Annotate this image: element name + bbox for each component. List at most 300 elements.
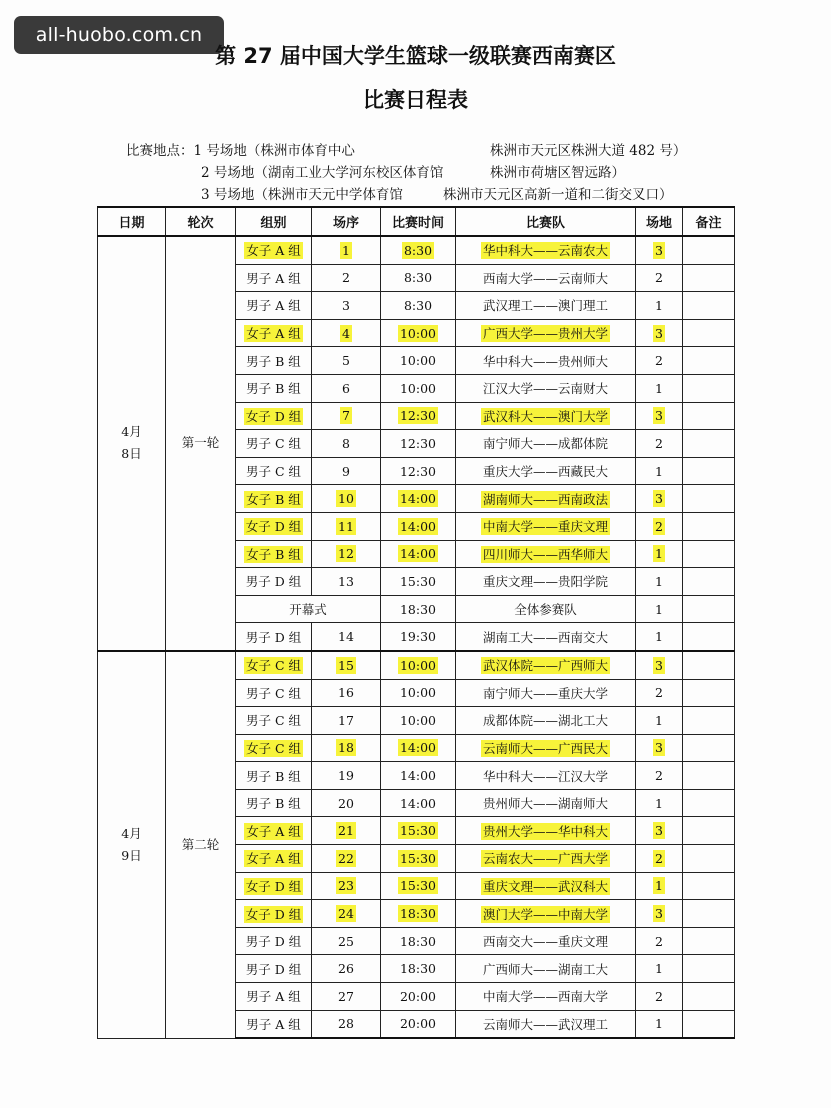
venue-cell-text: 3 bbox=[655, 408, 663, 424]
teams-cell bbox=[456, 540, 636, 568]
group-cell bbox=[236, 845, 312, 873]
teams-cell bbox=[456, 568, 636, 596]
round-cell-text: 第一轮 bbox=[181, 435, 220, 451]
teams-cell bbox=[456, 402, 636, 430]
venue-cell bbox=[636, 457, 683, 485]
time-cell-text: 15:30 bbox=[399, 850, 437, 866]
teams-cell-text: 重庆文理——贵阳学院 bbox=[482, 574, 608, 590]
group-cell-text: 男子 B 组 bbox=[246, 796, 301, 812]
seq-cell-text: 10 bbox=[338, 491, 354, 507]
time-cell-text: 18:30 bbox=[399, 933, 437, 949]
teams-cell-text: 湖南师大——西南政法 bbox=[482, 491, 608, 507]
seq-cell bbox=[312, 817, 381, 845]
remarks-cell bbox=[683, 236, 735, 264]
teams-cell bbox=[456, 512, 636, 540]
remarks-cell bbox=[683, 595, 735, 623]
date-cell bbox=[98, 651, 166, 1038]
group-cell bbox=[236, 762, 312, 790]
venue-cell bbox=[636, 789, 683, 817]
teams-cell-text: 南宁师大——重庆大学 bbox=[482, 685, 608, 701]
schedule-table bbox=[97, 206, 735, 1039]
seq-cell-text: 20 bbox=[338, 795, 354, 811]
seq-cell bbox=[312, 845, 381, 873]
date-month: 4月 bbox=[121, 825, 142, 841]
venue-cell-text: 1 bbox=[655, 629, 663, 645]
remarks-cell bbox=[683, 374, 735, 402]
remarks-cell bbox=[683, 651, 735, 679]
group-cell bbox=[236, 983, 312, 1011]
venue-cell bbox=[636, 623, 683, 651]
time-cell-text: 10:00 bbox=[399, 325, 437, 341]
teams-cell-text: 西南大学——云南师大 bbox=[482, 270, 608, 286]
teams-cell bbox=[456, 292, 636, 320]
group-cell bbox=[236, 512, 312, 540]
seq-cell-text: 28 bbox=[338, 1016, 354, 1032]
time-cell bbox=[381, 457, 456, 485]
header-date: 日期 bbox=[98, 207, 166, 236]
seq-cell bbox=[312, 568, 381, 596]
venue-cell bbox=[636, 734, 683, 762]
header-round: 轮次 bbox=[166, 207, 236, 236]
time-cell bbox=[381, 817, 456, 845]
time-cell-text: 14:00 bbox=[399, 768, 437, 784]
group-cell bbox=[236, 236, 312, 264]
venue-cell bbox=[636, 872, 683, 900]
seq-cell bbox=[312, 319, 381, 347]
venue-cell bbox=[636, 264, 683, 292]
teams-cell-text: 南宁师大——成都体院 bbox=[482, 436, 608, 452]
time-cell bbox=[381, 540, 456, 568]
seq-cell-text: 2 bbox=[342, 270, 350, 286]
time-cell-text: 10:00 bbox=[399, 380, 437, 396]
time-cell-text: 10:00 bbox=[399, 657, 437, 673]
time-cell bbox=[381, 900, 456, 928]
time-cell-text: 12:30 bbox=[399, 463, 437, 479]
group-cell-text: 男子 A 组 bbox=[246, 989, 301, 1005]
time-cell bbox=[381, 430, 456, 458]
time-cell-text: 14:00 bbox=[399, 546, 437, 562]
seq-cell bbox=[312, 374, 381, 402]
time-cell-text: 10:00 bbox=[399, 353, 437, 369]
time-cell bbox=[381, 512, 456, 540]
venue-line-3: 3 号场地（株洲市天元中学体育馆 bbox=[201, 187, 403, 203]
teams-cell-text: 广西大学——贵州大学 bbox=[482, 326, 608, 342]
group-cell-text: 女子 D 组 bbox=[245, 878, 302, 894]
venue-cell bbox=[636, 1010, 683, 1038]
seq-cell bbox=[312, 292, 381, 320]
seq-cell bbox=[312, 927, 381, 955]
header-teams: 比赛队 bbox=[456, 207, 636, 236]
venue-cell-text: 1 bbox=[655, 573, 663, 589]
teams-cell bbox=[456, 457, 636, 485]
group-cell-text: 男子 D 组 bbox=[245, 961, 302, 977]
opening-ceremony-cell bbox=[236, 595, 381, 623]
group-cell-text: 女子 A 组 bbox=[246, 243, 301, 259]
teams-cell bbox=[456, 734, 636, 762]
venue-cell-text: 2 bbox=[655, 850, 663, 866]
remarks-cell bbox=[683, 430, 735, 458]
seq-cell bbox=[312, 430, 381, 458]
group-cell-text: 女子 D 组 bbox=[245, 906, 302, 922]
time-cell bbox=[381, 1010, 456, 1038]
group-cell bbox=[236, 789, 312, 817]
group-cell-text: 女子 C 组 bbox=[245, 740, 301, 756]
teams-cell bbox=[456, 955, 636, 983]
teams-cell-text: 重庆文理——武汉科大 bbox=[482, 878, 608, 894]
venue-cell-text: 2 bbox=[655, 270, 663, 286]
venue-line-2: 2 号场地（湖南工业大学河东校区体育馆 bbox=[201, 165, 444, 181]
seq-cell bbox=[312, 347, 381, 375]
group-cell-text: 男子 C 组 bbox=[245, 464, 301, 480]
venue-label: 1 号场地（株洲市体育中心 bbox=[193, 143, 355, 159]
group-cell bbox=[236, 734, 312, 762]
group-cell bbox=[236, 679, 312, 707]
seq-cell bbox=[312, 540, 381, 568]
seq-cell bbox=[312, 1010, 381, 1038]
venue-cell bbox=[636, 817, 683, 845]
teams-cell bbox=[456, 900, 636, 928]
time-cell-text: 10:00 bbox=[399, 712, 437, 728]
group-cell-text: 女子 B 组 bbox=[246, 491, 301, 507]
group-cell-text: 男子 D 组 bbox=[245, 574, 302, 590]
teams-cell-text: 广西师大——湖南工大 bbox=[482, 961, 608, 977]
group-cell bbox=[236, 651, 312, 679]
round-cell bbox=[166, 651, 236, 1038]
seq-cell bbox=[312, 789, 381, 817]
teams-cell-text: 西南交大——重庆文理 bbox=[482, 934, 608, 950]
seq-cell bbox=[312, 955, 381, 983]
teams-cell-text: 澳门大学——中南大学 bbox=[482, 906, 608, 922]
seq-cell-text: 14 bbox=[338, 629, 354, 645]
venue-cell-text: 3 bbox=[655, 325, 663, 341]
remarks-cell bbox=[683, 762, 735, 790]
teams-cell bbox=[456, 845, 636, 873]
venue-cell bbox=[636, 707, 683, 735]
seq-cell-text: 13 bbox=[338, 573, 354, 589]
teams-cell-text: 江汉大学——云南财大 bbox=[482, 381, 608, 397]
remarks-cell bbox=[683, 512, 735, 540]
teams-cell bbox=[456, 264, 636, 292]
teams-cell bbox=[456, 927, 636, 955]
venue-cell bbox=[636, 983, 683, 1011]
venue-cell-text: 2 bbox=[655, 435, 663, 451]
group-cell bbox=[236, 872, 312, 900]
teams-cell-text: 华中科大——贵州师大 bbox=[482, 353, 608, 369]
venue-cell-text: 1 bbox=[655, 878, 663, 894]
venue-cell-text: 1 bbox=[655, 795, 663, 811]
time-cell bbox=[381, 927, 456, 955]
remarks-cell bbox=[683, 734, 735, 762]
venue-cell-text: 1 bbox=[655, 546, 663, 562]
group-cell-text: 女子 A 组 bbox=[246, 326, 301, 342]
time-cell-text: 14:00 bbox=[399, 795, 437, 811]
time-cell bbox=[381, 402, 456, 430]
seq-cell bbox=[312, 623, 381, 651]
seq-cell bbox=[312, 651, 381, 679]
remarks-cell bbox=[683, 872, 735, 900]
remarks-cell bbox=[683, 679, 735, 707]
table-row bbox=[98, 651, 735, 679]
remarks-cell bbox=[683, 568, 735, 596]
group-cell bbox=[236, 292, 312, 320]
teams-cell bbox=[456, 347, 636, 375]
time-cell bbox=[381, 983, 456, 1011]
time-cell-text: 12:30 bbox=[399, 435, 437, 451]
time-cell bbox=[381, 292, 456, 320]
time-cell bbox=[381, 651, 456, 679]
venue-cell bbox=[636, 402, 683, 430]
time-cell bbox=[381, 845, 456, 873]
teams-cell bbox=[456, 983, 636, 1011]
group-cell bbox=[236, 817, 312, 845]
seq-cell bbox=[312, 457, 381, 485]
group-cell bbox=[236, 900, 312, 928]
venue-cell bbox=[636, 595, 683, 623]
teams-cell bbox=[456, 430, 636, 458]
group-cell bbox=[236, 1010, 312, 1038]
group-cell-text: 女子 D 组 bbox=[245, 519, 302, 535]
remarks-cell bbox=[683, 983, 735, 1011]
venue-cell bbox=[636, 374, 683, 402]
venue-cell-text: 3 bbox=[655, 657, 663, 673]
group-cell-text: 男子 C 组 bbox=[245, 685, 301, 701]
opening-ceremony-cell-text: 开幕式 bbox=[289, 602, 327, 618]
seq-cell-text: 23 bbox=[338, 878, 354, 894]
time-cell-text: 12:30 bbox=[399, 408, 437, 424]
time-cell bbox=[381, 485, 456, 513]
time-cell bbox=[381, 374, 456, 402]
group-cell-text: 女子 B 组 bbox=[246, 546, 301, 562]
venue-address-2: 株洲市荷塘区智远路） bbox=[490, 165, 625, 181]
teams-cell-text: 贵州大学——华中科大 bbox=[482, 823, 608, 839]
venue-cell-text: 1 bbox=[655, 1016, 663, 1032]
group-cell-text: 女子 C 组 bbox=[245, 658, 301, 674]
group-cell bbox=[236, 347, 312, 375]
venue-cell-text: 1 bbox=[655, 297, 663, 313]
venue-address-3: 株洲市天元区高新一道和二街交叉口） bbox=[443, 187, 673, 203]
time-cell-text: 18:30 bbox=[399, 601, 437, 617]
remarks-cell bbox=[683, 1010, 735, 1038]
time-cell-text: 8:30 bbox=[403, 297, 433, 313]
seq-cell-text: 18 bbox=[338, 740, 354, 756]
seq-cell-text: 19 bbox=[338, 768, 354, 784]
time-cell bbox=[381, 568, 456, 596]
time-cell bbox=[381, 955, 456, 983]
page-subtitle: 比赛日程表 bbox=[363, 88, 468, 112]
teams-cell-text: 华中科大——云南农大 bbox=[482, 243, 608, 259]
venue-cell bbox=[636, 236, 683, 264]
venue-cell bbox=[636, 540, 683, 568]
teams-cell bbox=[456, 872, 636, 900]
time-cell bbox=[381, 236, 456, 264]
group-cell bbox=[236, 540, 312, 568]
venue-cell bbox=[636, 845, 683, 873]
header-remarks: 备注 bbox=[683, 207, 735, 236]
venue-cell bbox=[636, 430, 683, 458]
remarks-cell bbox=[683, 264, 735, 292]
teams-cell-text: 重庆大学——西藏民大 bbox=[482, 464, 608, 480]
time-cell-text: 14:00 bbox=[399, 518, 437, 534]
teams-cell-text: 武汉科大——澳门大学 bbox=[482, 408, 608, 424]
seq-cell bbox=[312, 679, 381, 707]
teams-cell bbox=[456, 679, 636, 707]
time-cell bbox=[381, 679, 456, 707]
teams-cell-text: 中南大学——重庆文理 bbox=[482, 519, 608, 535]
seq-cell-text: 12 bbox=[338, 546, 354, 562]
remarks-cell bbox=[683, 485, 735, 513]
round-cell bbox=[166, 236, 236, 651]
table-header-row bbox=[98, 207, 735, 236]
venue-cell bbox=[636, 651, 683, 679]
seq-cell bbox=[312, 512, 381, 540]
date-cell bbox=[98, 236, 166, 651]
venue-cell-text: 3 bbox=[655, 823, 663, 839]
venue-prefix: 比赛地点： bbox=[126, 143, 194, 159]
time-cell bbox=[381, 319, 456, 347]
seq-cell-text: 21 bbox=[338, 823, 354, 839]
time-cell-text: 19:30 bbox=[399, 629, 437, 645]
seq-cell bbox=[312, 734, 381, 762]
header-group: 组别 bbox=[236, 207, 312, 236]
venue-cell bbox=[636, 347, 683, 375]
venue-cell-text: 2 bbox=[655, 768, 663, 784]
group-cell bbox=[236, 264, 312, 292]
teams-cell bbox=[456, 762, 636, 790]
group-cell-text: 男子 A 组 bbox=[246, 298, 301, 314]
time-cell bbox=[381, 789, 456, 817]
teams-cell-text: 云南师大——广西民大 bbox=[482, 740, 608, 756]
remarks-cell bbox=[683, 319, 735, 347]
seq-cell-text: 24 bbox=[338, 906, 354, 922]
seq-cell-text: 3 bbox=[342, 297, 350, 313]
time-cell-text: 14:00 bbox=[399, 740, 437, 756]
teams-cell bbox=[456, 236, 636, 264]
venue-cell bbox=[636, 512, 683, 540]
group-cell-text: 男子 B 组 bbox=[246, 768, 301, 784]
venue-cell-text: 1 bbox=[655, 601, 663, 617]
seq-cell-text: 16 bbox=[338, 685, 354, 701]
remarks-cell bbox=[683, 789, 735, 817]
venue-cell bbox=[636, 900, 683, 928]
teams-cell-text: 华中科大——江汉大学 bbox=[482, 768, 608, 784]
group-cell bbox=[236, 707, 312, 735]
venue-cell-text: 2 bbox=[655, 933, 663, 949]
teams-cell-text: 中南大学——西南大学 bbox=[482, 989, 608, 1005]
venue-cell-text: 1 bbox=[655, 380, 663, 396]
teams-cell bbox=[456, 651, 636, 679]
round-cell-text: 第二轮 bbox=[181, 836, 220, 852]
teams-cell bbox=[456, 623, 636, 651]
group-cell bbox=[236, 485, 312, 513]
seq-cell-text: 26 bbox=[338, 961, 354, 977]
venue-cell-text: 1 bbox=[655, 961, 663, 977]
venue-cell-text: 2 bbox=[655, 353, 663, 369]
teams-cell-text: 全体参赛队 bbox=[514, 602, 577, 618]
group-cell bbox=[236, 955, 312, 983]
time-cell-text: 10:00 bbox=[399, 685, 437, 701]
table-row bbox=[98, 236, 735, 264]
teams-cell-text: 云南师大——武汉理工 bbox=[482, 1016, 608, 1032]
venue-line-1 bbox=[126, 139, 355, 159]
venue-cell bbox=[636, 955, 683, 983]
time-cell-text: 15:30 bbox=[399, 573, 437, 589]
seq-cell bbox=[312, 707, 381, 735]
venue-cell-text: 1 bbox=[655, 712, 663, 728]
group-cell-text: 男子 B 组 bbox=[246, 381, 301, 397]
time-cell bbox=[381, 707, 456, 735]
time-cell-text: 18:30 bbox=[399, 961, 437, 977]
group-cell bbox=[236, 457, 312, 485]
seq-cell bbox=[312, 762, 381, 790]
teams-cell-text: 武汉理工——澳门理工 bbox=[482, 298, 608, 314]
time-cell-text: 20:00 bbox=[399, 1016, 437, 1032]
seq-cell-text: 5 bbox=[342, 353, 350, 369]
time-cell bbox=[381, 347, 456, 375]
time-cell-text: 20:00 bbox=[399, 988, 437, 1004]
group-cell bbox=[236, 374, 312, 402]
date-day: 9日 bbox=[121, 847, 142, 863]
seq-cell-text: 11 bbox=[338, 518, 354, 534]
time-cell bbox=[381, 734, 456, 762]
seq-cell bbox=[312, 872, 381, 900]
group-cell-text: 男子 A 组 bbox=[246, 1016, 301, 1032]
seq-cell-text: 6 bbox=[342, 380, 350, 396]
teams-cell bbox=[456, 485, 636, 513]
remarks-cell bbox=[683, 955, 735, 983]
remarks-cell bbox=[683, 540, 735, 568]
venue-cell bbox=[636, 927, 683, 955]
time-cell-text: 14:00 bbox=[399, 491, 437, 507]
venue-cell bbox=[636, 485, 683, 513]
seq-cell-text: 22 bbox=[338, 850, 354, 866]
venue-cell-text: 3 bbox=[655, 906, 663, 922]
remarks-cell bbox=[683, 817, 735, 845]
time-cell bbox=[381, 872, 456, 900]
group-cell bbox=[236, 430, 312, 458]
seq-cell-text: 15 bbox=[338, 657, 354, 673]
remarks-cell bbox=[683, 292, 735, 320]
remarks-cell bbox=[683, 900, 735, 928]
date-day: 8日 bbox=[121, 446, 142, 462]
venue-cell-text: 1 bbox=[655, 463, 663, 479]
time-cell-text: 15:30 bbox=[399, 878, 437, 894]
seq-cell bbox=[312, 236, 381, 264]
remarks-cell bbox=[683, 845, 735, 873]
seq-cell bbox=[312, 402, 381, 430]
seq-cell bbox=[312, 485, 381, 513]
seq-cell-text: 8 bbox=[342, 435, 350, 451]
header-time: 比赛时间 bbox=[381, 207, 456, 236]
venue-cell bbox=[636, 568, 683, 596]
venue-cell bbox=[636, 319, 683, 347]
time-cell bbox=[381, 595, 456, 623]
seq-cell bbox=[312, 264, 381, 292]
teams-cell bbox=[456, 817, 636, 845]
time-cell-text: 8:30 bbox=[403, 242, 433, 258]
header-venue: 场地 bbox=[636, 207, 683, 236]
group-cell-text: 男子 D 组 bbox=[245, 934, 302, 950]
teams-cell-text: 湖南工大——西南交大 bbox=[482, 629, 608, 645]
venue-cell-text: 2 bbox=[655, 518, 663, 534]
group-cell-text: 男子 C 组 bbox=[245, 436, 301, 452]
date-month: 4月 bbox=[121, 424, 142, 440]
group-cell bbox=[236, 623, 312, 651]
teams-cell bbox=[456, 374, 636, 402]
seq-cell bbox=[312, 900, 381, 928]
venue-cell-text: 2 bbox=[655, 685, 663, 701]
time-cell-text: 8:30 bbox=[403, 270, 433, 286]
teams-cell bbox=[456, 595, 636, 623]
